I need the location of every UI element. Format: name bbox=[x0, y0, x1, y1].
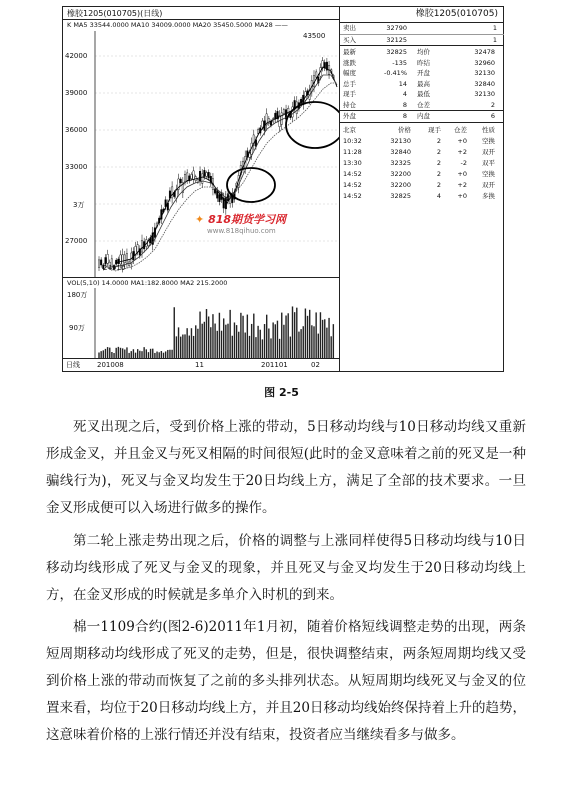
watermark-url: www.818qihuo.com bbox=[207, 227, 276, 235]
flame-logo-icon: ✦ bbox=[195, 213, 205, 226]
volume-legend: VOL(5,10) 14.0000 MA1:182.8000 MA2 215.2000 bbox=[67, 279, 228, 287]
volume-bar bbox=[120, 348, 121, 358]
candle-body bbox=[262, 121, 264, 127]
high-annotation: 43500 bbox=[303, 32, 326, 40]
volume-bar bbox=[141, 351, 142, 358]
candle-body bbox=[118, 259, 120, 264]
candle-body bbox=[126, 254, 128, 264]
candle-body bbox=[120, 255, 122, 264]
volume-bar bbox=[107, 347, 108, 358]
volume-bar bbox=[328, 318, 329, 358]
volume-bar bbox=[204, 322, 205, 358]
volume-bar bbox=[288, 313, 289, 358]
volume-bar bbox=[238, 332, 239, 358]
candle-body bbox=[98, 260, 100, 267]
volume-bar bbox=[180, 337, 181, 358]
candle-body bbox=[199, 171, 201, 181]
period-label: 日线 bbox=[66, 361, 80, 369]
price-tick: 3万 bbox=[73, 201, 85, 209]
time-label: 201101 bbox=[261, 361, 288, 369]
stat-row: 总手 14 最高 32840 bbox=[343, 79, 495, 88]
candle-body bbox=[214, 189, 216, 193]
price-tick: 39000 bbox=[65, 89, 88, 97]
candle-body bbox=[219, 195, 221, 202]
volume-bar bbox=[305, 309, 306, 358]
stats-table bbox=[340, 46, 504, 123]
volume-bar bbox=[242, 316, 243, 358]
stat-row: 幅度 -0.41% 开盘 32130 bbox=[343, 69, 495, 77]
volume-bar bbox=[333, 324, 334, 358]
volume-bar bbox=[272, 322, 273, 358]
low-annotation: 24910 bbox=[103, 264, 126, 272]
volume-bar bbox=[245, 333, 246, 358]
candle-body bbox=[270, 121, 272, 125]
trade-row: 10:32 32130 2 +0 空换 bbox=[343, 136, 495, 145]
trade-row: 14:52 32825 4 +0 多换 bbox=[343, 191, 495, 200]
volume-bar bbox=[122, 348, 123, 358]
golden-cross-circle-2 bbox=[286, 102, 339, 148]
paragraph: 棉一1109合约(图2-6)2011年1月初，随着价格短线调整走势的出现，两条短周期移动均线形成了死叉的走势，但是，很快调整结束，两条短周期均线又受到价格上涨的带动而恢复了之前的多头排列状态。从短周期均线死叉与金叉的位置来看，均位于20日移动均线上方，并且20日移动均线始终保持着上升的趋势，这意味着价格的上涨行情还并没有结束，投资者应当继续看多与做多。 bbox=[46, 619, 526, 743]
volume-tick: 180万 bbox=[67, 291, 88, 299]
ma-legend: K MA5 33544.0000 MA10 34009.0000 MA20 35450.5000 MA28 —— bbox=[67, 21, 288, 29]
volume-bar bbox=[318, 334, 319, 358]
volume-bar bbox=[212, 314, 213, 358]
volume-bar bbox=[320, 312, 321, 358]
volume-bar bbox=[285, 316, 286, 358]
volume-bar bbox=[236, 325, 237, 358]
stat-row: 持仓 8 仓差 2 bbox=[340, 100, 504, 112]
volume-bar bbox=[324, 319, 325, 358]
chart-title: 橡胶1205(010705)(日线) bbox=[63, 7, 339, 20]
stat-row: 最新 32825 均价 32478 bbox=[343, 48, 495, 56]
volume-bar bbox=[176, 336, 177, 358]
volume-bar bbox=[182, 334, 183, 358]
quote-panel bbox=[339, 7, 504, 371]
time-label: 201008 bbox=[97, 361, 124, 369]
volume-bar bbox=[279, 339, 280, 358]
candle-body bbox=[204, 170, 206, 176]
figure-caption: 图 2-5 bbox=[264, 386, 299, 399]
sell-row: 卖出 32790 1 bbox=[340, 23, 504, 35]
stat-row: 现手 4 最低 32130 bbox=[343, 90, 495, 98]
watermark bbox=[195, 211, 325, 235]
volume-bar bbox=[249, 336, 250, 358]
candle-body bbox=[100, 260, 102, 265]
candle-body bbox=[281, 113, 283, 125]
volume-bar bbox=[116, 348, 117, 358]
volume-bar bbox=[247, 315, 248, 358]
volume-bar bbox=[264, 324, 265, 358]
volume-bar bbox=[137, 349, 138, 358]
candle-body bbox=[180, 179, 182, 183]
candle-body bbox=[184, 174, 186, 181]
candle-body bbox=[171, 187, 173, 198]
volume-bar bbox=[223, 318, 224, 358]
trades-table bbox=[340, 123, 504, 202]
candle-body bbox=[107, 254, 109, 263]
volume-bar bbox=[199, 312, 200, 358]
buy-row: 买入 32125 1 bbox=[340, 35, 504, 47]
volume-bar bbox=[281, 313, 282, 358]
volume-bar bbox=[150, 349, 151, 358]
volume-bar bbox=[171, 350, 172, 358]
volume-bar bbox=[307, 316, 308, 358]
chart-figure bbox=[62, 6, 504, 372]
volume-bar bbox=[292, 306, 293, 358]
volume-bar bbox=[133, 349, 134, 358]
volume-bar bbox=[210, 327, 211, 358]
volume-bar bbox=[331, 336, 332, 358]
volume-bar bbox=[161, 351, 162, 358]
volume-bar bbox=[315, 312, 316, 358]
volume-bar bbox=[206, 309, 207, 358]
volume-bar bbox=[208, 316, 209, 358]
volume-bar bbox=[298, 332, 299, 358]
volume-bar bbox=[214, 324, 215, 358]
volume-bar bbox=[191, 328, 192, 358]
volume-bar bbox=[221, 331, 222, 358]
candle-body bbox=[206, 173, 208, 177]
candle-body bbox=[201, 174, 203, 183]
volume-bar bbox=[178, 327, 179, 358]
volume-bar bbox=[169, 350, 170, 358]
golden-cross-circle-1 bbox=[227, 168, 275, 202]
volume-bar bbox=[262, 339, 263, 358]
price-tick: 27000 bbox=[65, 237, 88, 245]
volume-bar bbox=[270, 338, 271, 358]
quote-title: 橡胶1205(010705) bbox=[340, 7, 504, 23]
volume-bar bbox=[275, 324, 276, 358]
volume-bar bbox=[186, 328, 187, 358]
candle-body bbox=[283, 110, 285, 114]
volume-bar bbox=[266, 315, 267, 358]
volume-bar bbox=[290, 337, 291, 358]
volume-bar bbox=[309, 310, 310, 358]
time-label: 02 bbox=[311, 361, 320, 369]
candle-body bbox=[186, 173, 188, 180]
volume-bar bbox=[139, 351, 140, 358]
volume-bar bbox=[105, 349, 106, 358]
volume-bar bbox=[251, 324, 252, 358]
volume-bar bbox=[257, 326, 258, 358]
stat-row: 涨跌 -135 昨结 32960 bbox=[343, 58, 495, 67]
volume-bar bbox=[277, 321, 278, 358]
volume-bar bbox=[227, 324, 228, 358]
volume-bar bbox=[143, 347, 144, 358]
candle-body bbox=[124, 255, 126, 263]
volume-bar bbox=[240, 313, 241, 358]
price-tick: 33000 bbox=[65, 163, 88, 171]
volume-bar bbox=[184, 334, 185, 358]
volume-bar bbox=[234, 322, 235, 358]
volume-bar bbox=[322, 320, 323, 358]
trade-row: 14:52 32200 2 +2 双开 bbox=[343, 180, 495, 189]
volume-bar bbox=[296, 308, 297, 358]
trade-row: 13:30 32325 2 -2 双平 bbox=[343, 158, 495, 167]
volume-bar bbox=[195, 325, 196, 358]
volume-tick: 90万 bbox=[69, 324, 85, 332]
volume-bar bbox=[313, 326, 314, 358]
volume-bar bbox=[219, 313, 220, 358]
paragraph: 死叉出现之后，受到价格上涨的带动，5日移动均线与10日移动均线又重新形成金叉，并且金叉与死叉相隔的时间很短(此时的金叉意味着之前的死叉是一种骗线行为)，死叉与金叉均发生于20日均线上方，满足了全部的技术要求。一旦金叉形成便可以入场进行做多的操作。 bbox=[46, 419, 526, 516]
volume-bar bbox=[217, 331, 218, 358]
volume-bar bbox=[255, 337, 256, 358]
candle-body bbox=[141, 240, 143, 252]
volume-bar bbox=[197, 329, 198, 358]
price-tick: 36000 bbox=[65, 126, 88, 134]
volume-bar bbox=[103, 350, 104, 358]
volume-bar bbox=[311, 325, 312, 358]
candle-body bbox=[193, 171, 195, 180]
volume-bar bbox=[174, 307, 175, 358]
time-label: 11 bbox=[195, 361, 204, 369]
volume-bar bbox=[232, 336, 233, 358]
volume-bar bbox=[202, 324, 203, 358]
outer-inner-row: 外盘 8 内盘 6 bbox=[340, 111, 504, 123]
price-tick: 42000 bbox=[65, 52, 88, 60]
volume-bar bbox=[303, 326, 304, 358]
trade-row: 14:52 32200 2 +0 空换 bbox=[343, 169, 495, 178]
volume-bar bbox=[193, 336, 194, 358]
candle-body bbox=[137, 245, 139, 252]
volume-bar bbox=[300, 329, 301, 358]
volume-bar bbox=[253, 314, 254, 358]
volume-chart bbox=[63, 288, 339, 358]
volume-bar bbox=[131, 351, 132, 358]
trade-row: 11:28 32840 2 +2 双开 bbox=[343, 147, 495, 156]
trades-header: 北京 价格 现手 仓差 性质 bbox=[343, 125, 495, 134]
price-chart bbox=[63, 31, 339, 277]
watermark-logo: 818期货学习网 bbox=[208, 213, 287, 226]
volume-bar bbox=[189, 336, 190, 358]
volume-bar bbox=[229, 310, 230, 358]
volume-bar bbox=[326, 328, 327, 358]
volume-bar bbox=[152, 349, 153, 358]
volume-bar bbox=[225, 325, 226, 358]
volume-bar bbox=[126, 347, 127, 358]
volume-bar bbox=[146, 349, 147, 358]
candle-body bbox=[191, 174, 193, 178]
volume-bar bbox=[283, 325, 284, 358]
volume-bar bbox=[294, 312, 295, 358]
candle-body bbox=[315, 72, 317, 77]
volume-bar bbox=[100, 351, 101, 358]
volume-bar bbox=[260, 330, 261, 358]
volume-bar bbox=[124, 350, 125, 358]
time-axis bbox=[63, 358, 339, 372]
volume-bar bbox=[268, 328, 269, 358]
volume-bar bbox=[118, 347, 119, 358]
paragraph: 第二轮上涨走势出现之后，价格的调整与上涨同样使得5日移动均线与10日移动均线形成了死叉与金叉的现象，并且死叉与金叉均发生于20日移动均线上方，在金叉形成的时候就是多单介入时机的到来。 bbox=[46, 533, 526, 603]
volume-bar bbox=[109, 348, 110, 358]
volume-bar bbox=[167, 350, 168, 358]
candle-body bbox=[208, 172, 210, 178]
